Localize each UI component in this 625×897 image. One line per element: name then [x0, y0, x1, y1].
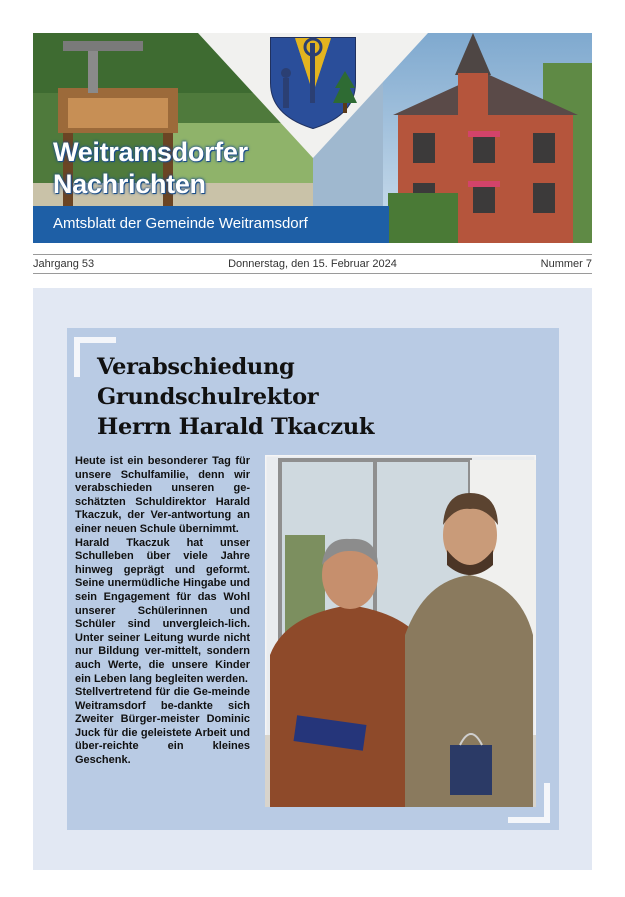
masthead-subtitle-band: [33, 206, 389, 243]
article-paragraph-2: Harald Tkaczuk hat unser Schulleben über viele Jahre hinweg geprägt und geformt. Seine unermüdliche Hingabe und sein Engagement für das Wohl unserer Schülerinnen und Schüler sind unvergleich-lich. Unter seiner Leitung wurde nicht nur Bildung ver-mittelt, sondern auch Werte, die unsere Kinder ein Leben lang begleiten werden.: [75, 536, 250, 685]
article-photo: [265, 455, 536, 807]
issue-rule-bottom: [33, 273, 592, 274]
gift-bag: [450, 745, 492, 795]
article-paragraph-1: Heute ist ein besonderer Tag für unsere Schulfamilie, denn wir verabschieden unseren ge-schätzten Schuldirektor Harald Tkaczuk, der Ver-antwortung an einer neuen Schule übernimmt.: [75, 455, 250, 535]
bracket-bottom-right-horizontal: [508, 817, 550, 823]
handover-photo: [265, 455, 536, 807]
issue-rule-top: [33, 254, 592, 255]
article-paragraph-3: Stellvertretend für die Ge-meinde Weitramsdorf be-dankte sich Zweiter Bürger-meister Dominic Juck für die geleistete Arbeit und über-reichte ein kleines Geschenk.: [75, 686, 250, 767]
headline-line3: Herrn Harald Tkaczuk: [97, 414, 375, 440]
bracket-top-left-horizontal: [74, 337, 116, 343]
masthead-banner: [33, 33, 592, 243]
issue-number: Nummer 7: [540, 258, 592, 270]
masthead-title-line2: Nachrichten: [53, 169, 206, 199]
headline-line2: Grundschulrektor: [97, 384, 319, 410]
masthead-title-line1: Weitramsdorfer: [53, 137, 248, 167]
headline-line1: Verabschiedung: [97, 354, 295, 380]
issue-volume: Jahrgang 53: [33, 258, 95, 270]
article-body: [75, 455, 250, 768]
issue-date: Donnerstag, den 15. Februar 2024: [228, 258, 397, 270]
bracket-top-left-vertical: [74, 337, 80, 377]
masthead-subtitle: Amtsblatt der Gemeinde Weitramsdorf: [53, 215, 308, 232]
